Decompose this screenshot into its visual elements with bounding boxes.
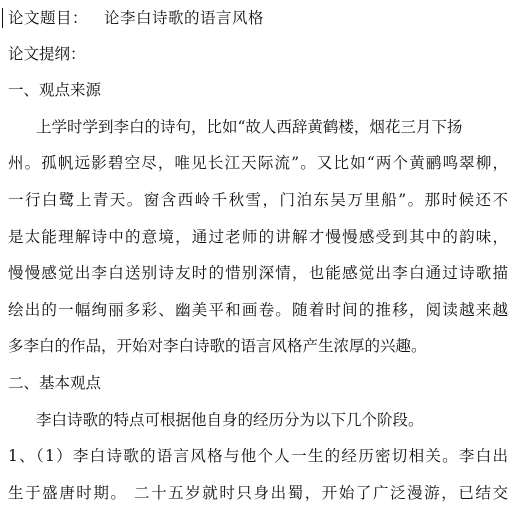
paragraph-line: 李白诗歌的特点可根据他自身的经历分为以下几个阶段。 <box>36 411 424 429</box>
paper-title-row <box>8 8 264 28</box>
paper-title-label: 论文题目： <box>8 9 89 27</box>
section-heading: 二、基本观点 <box>8 374 102 392</box>
paragraph-line: 多李白的作品，开始对李白诗歌的语言风格产生浓厚的兴趣。 <box>8 337 427 355</box>
paragraph-line: 是太能理解诗中的意境，通过老师的讲解才慢慢感受到其中的韵味， <box>8 228 508 246</box>
paragraph-line: 慢慢感觉出李白送别诗友时的惜别深情，也能感觉出李白通过诗歌描 <box>8 264 508 282</box>
section-heading: 一、观点来源 <box>8 81 102 99</box>
paragraph-line: 一行白鹭上青天。窗含西岭千秋雪，门泊东吴万里船”。那时候还不 <box>8 191 508 209</box>
paper-title: 论李白诗歌的语言风格 <box>104 9 265 27</box>
paragraph-line: 生于盛唐时期。 二十五岁就时只身出蜀，开始了广泛漫游，已结交 <box>8 484 508 502</box>
paragraph-line: 1、（1）李白诗歌的语言风格与他个人一生的经历密切相关。李白出 <box>8 447 508 465</box>
outline-label: 论文提纲： <box>8 45 86 63</box>
paragraph-line: 上学时学到李白的诗句，比如“故人西辞黄鹤楼，烟花三月下扬 <box>36 118 463 136</box>
paragraph-line: 州。孤帆远影碧空尽，唯见长江天际流”。又比如“两个黄鹂鸣翠柳， <box>8 154 508 172</box>
text-cursor <box>2 8 3 28</box>
paragraph-line: 绘出的一幅绚丽多彩、幽美平和画卷。随着时间的推移，阅读越来越 <box>8 301 508 319</box>
